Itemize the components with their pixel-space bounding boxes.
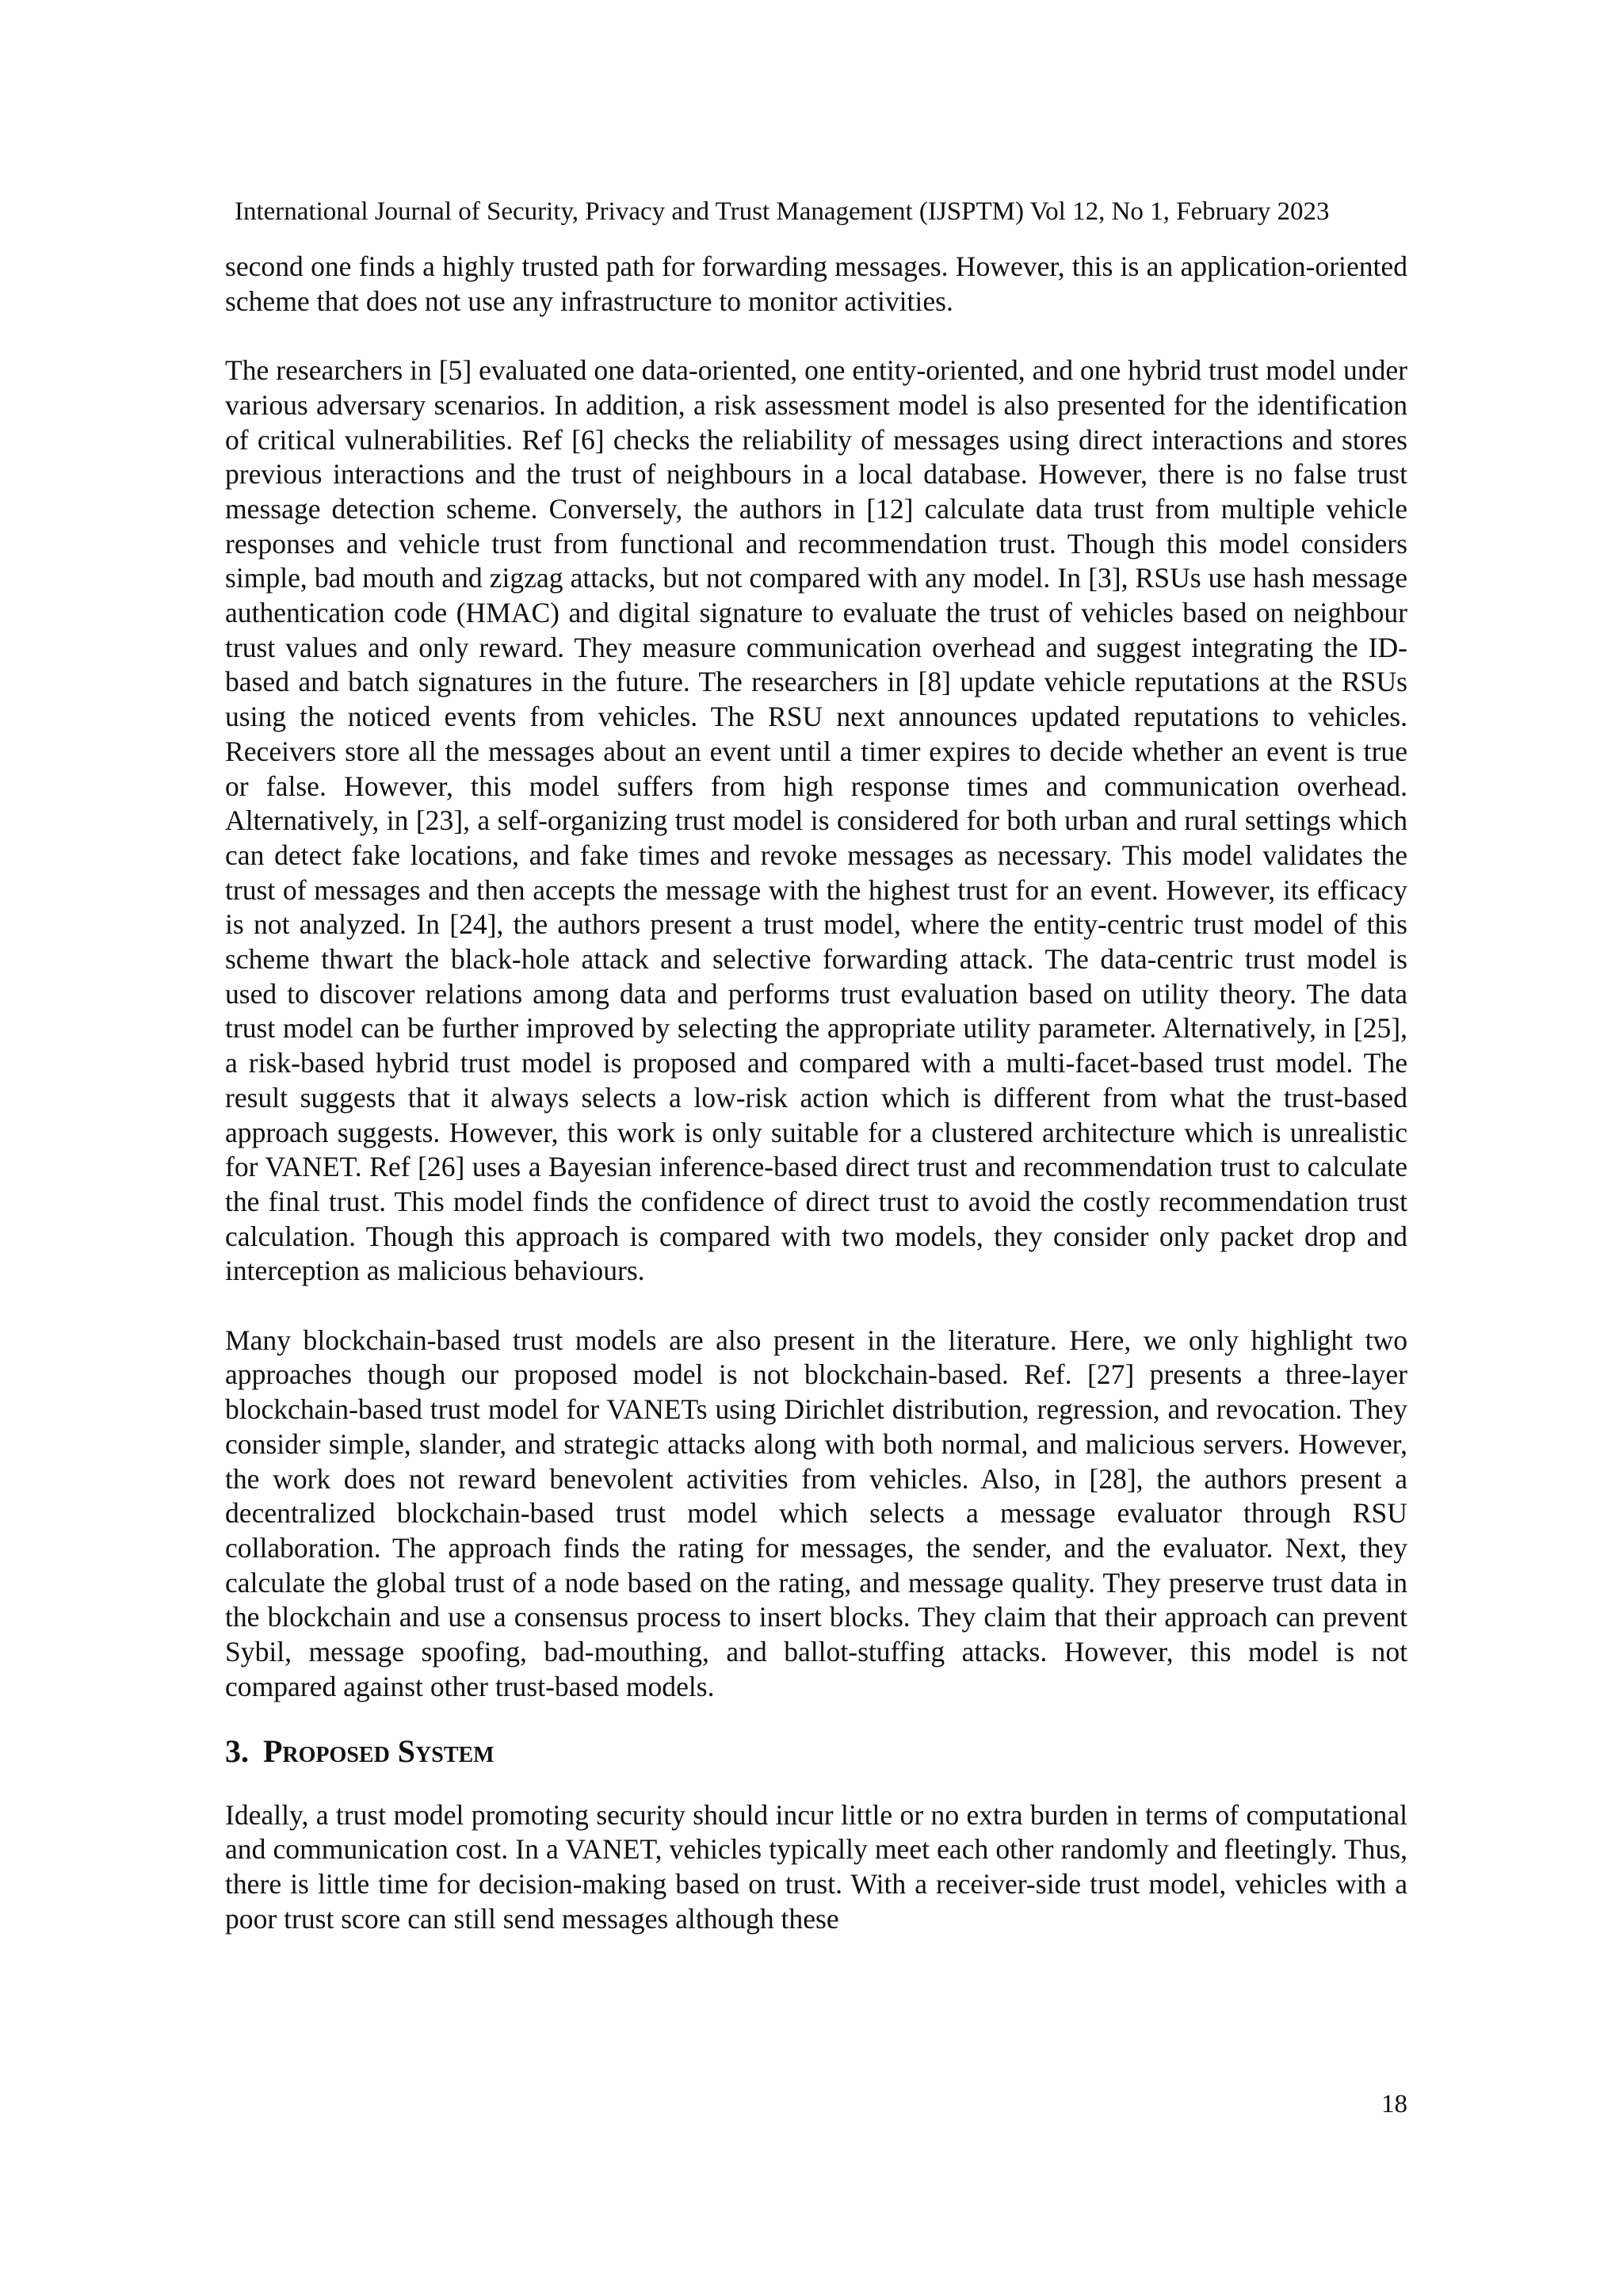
section-number: 3. <box>225 1733 249 1769</box>
paragraph-blockchain: Many blockchain-based trust models are also present in the literature. Here, we only highlight two approaches though our proposed model is not blockchain-based. Ref. [27] presents a three-layer blockchain-based trust model for VANETs using Dirichlet distribution, regression, and revocation. They consider simple, slander, and strategic attacks along with both normal, and malicious servers. However, the work does not reward benevolent activities from vehicles. Also, in [28], the authors present a decentralized blockchain-based trust model which selects a message evaluator through RSU collaboration. The approach finds the rating for messages, the sender, and the evaluator. Next, they calculate the global trust of a node based on the rating, and message quality. They preserve trust data in the blockchain and use a consensus process to insert blocks. They claim that their approach can prevent Sybil, message spoofing, bad-mouthing, and ballot-stuffing attacks. However, this model is not compared against other trust-based models. <box>225 1324 1407 1702</box>
page-number: 18 <box>1381 2090 1407 2118</box>
paragraph-related-work: The researchers in [5] evaluated one data-oriented, one entity-oriented, and one hybrid trust model under various adversary scenarios. In addition, a risk assessment model is also presented for the identification of critical vulnerabilities. Ref [6] checks the reliability of messages using direct interactions and stores previous interactions and the trust of neighbours in a local database. However, there is no false trust message detection scheme. Conversely, the authors in [12] calculate data trust from multiple vehicle responses and vehicle trust from functional and recommendation trust. Though this model considers simple, bad mouth and zigzag attacks, but not compared with any model. In [3], RSUs use hash message authentication code (HMAC) and digital signature to evaluate the trust of vehicles based on neighbour trust values and only reward. They measure communication overhead and suggest integrating the ID-based and batch signatures in the future. The researchers in [8] update vehicle reputations at the RSUs using the noticed events from vehicles. The RSU next announces updated reputations to vehicles. Receivers store all the messages about an event until a timer expires to decide whether an event is true or false. However, this model suffers from high response times and communication overhead. Alternatively, in [23], a self-organizing trust model is considered for both urban and rural settings which can detect fake locations, and fake times and revoke messages as necessary. This model validates the trust of messages and then accepts the message with the highest trust for an event. However, its efficacy is not analyzed. In [24], the authors present a trust model, where the entity-centric trust model of this scheme thwart the black-hole attack and selective forwarding attack. The data-centric trust model is used to discover relations among data and performs trust evaluation based on utility theory. The data trust model can be further improved by selecting the appropriate utility parameter. Alternatively, in [25], a risk-based hybrid trust model is proposed and compared with a multi-facet-based trust model. The result suggests that it always selects a low-risk action which is different from what the trust-based approach suggests. However, this work is only suitable for a clustered architecture which is unrealistic for VANET. Ref [26] uses a Bayesian inference-based direct trust and recommendation trust to calculate the final trust. This model finds the confidence of direct trust to avoid the costly recommendation trust calculation. Though this approach is compared with two models, they consider only packet drop and interception as malicious behaviours. <box>225 354 1407 1287</box>
running-header: International Journal of Security, Privacy and Trust Management (IJSPTM) Vol 12, No 1, February 2023 <box>235 197 1330 226</box>
paragraph-continuation: second one finds a highly trusted path for forwarding messages. However, this is an application-oriented scheme that does not use any infrastructure to monitor activities. <box>225 250 1407 317</box>
paragraph-proposed-system: Ideally, a trust model promoting security should incur little or no extra burden in terms of computational and communication cost. In a VANET, vehicles typically meet each other randomly and fleetingly. Thus, there is little time for decision-making based on trust. With a receiver-side trust model, vehicles with a poor trust score can still send messages although these <box>225 1798 1407 1935</box>
body-text <box>225 250 1407 1936</box>
section-title: Proposed System <box>263 1733 495 1769</box>
section-heading <box>225 1732 1407 1771</box>
